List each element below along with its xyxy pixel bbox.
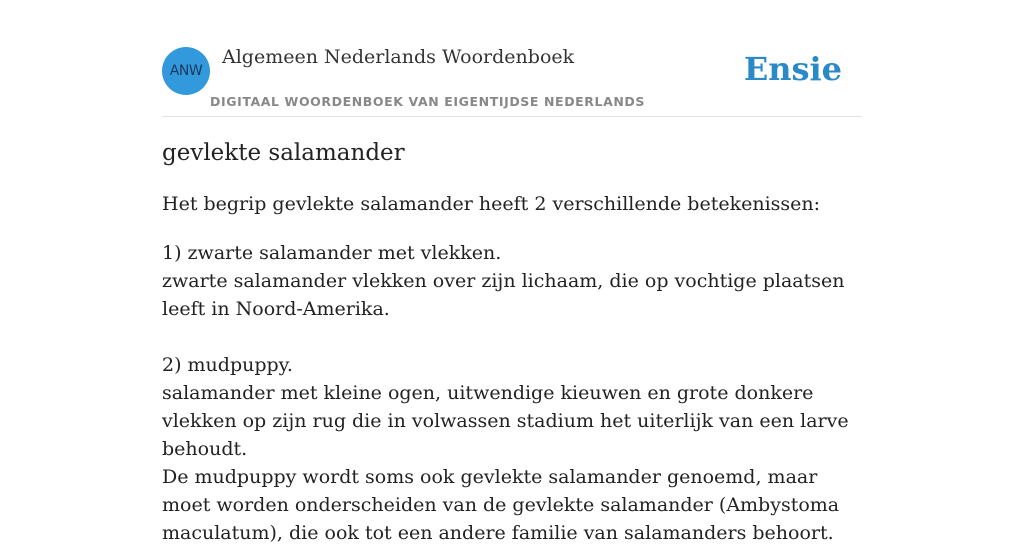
ensie-brand-link[interactable]: Ensie [743,50,842,88]
page-container [162,0,862,544]
site-title[interactable]: Algemeen Nederlands Woordenboek [222,46,575,68]
anw-logo[interactable]: ANW [162,47,210,95]
definitions [162,239,868,547]
meaning-2-note: De mudpuppy wordt soms ook gevlekte salamander genoemd, maar moet worden onderscheiden van de gevlekte salamander (Ambystoma maculatum), die ook tot een andere familie van salamanders behoort. [162,466,840,544]
site-header [162,0,862,117]
meaning-2-text: salamander met kleine ogen, uitwendige kieuwen en grote donkere vlekken op zijn rug die in volwassen stadium het uiterlijk van een larve behoudt. [162,382,849,460]
entry-intro: Het begrip gevlekte salamander heeft 2 verschillende betekenissen: [162,193,821,215]
meaning-1-text: zwarte salamander vlekken over zijn lichaam, die op vochtige plaatsen leeft in Noord-Amerika. [162,270,845,320]
meaning-1-heading: 1) zwarte salamander met vlekken. [162,242,502,264]
site-subtitle: DIGITAAL WOORDENBOEK VAN EIGENTIJDSE NEDERLANDS [210,94,646,109]
meaning-2-heading: 2) mudpuppy. [162,354,293,376]
entry-word-title: gevlekte salamander [162,140,405,166]
meaning-separator [162,323,868,351]
